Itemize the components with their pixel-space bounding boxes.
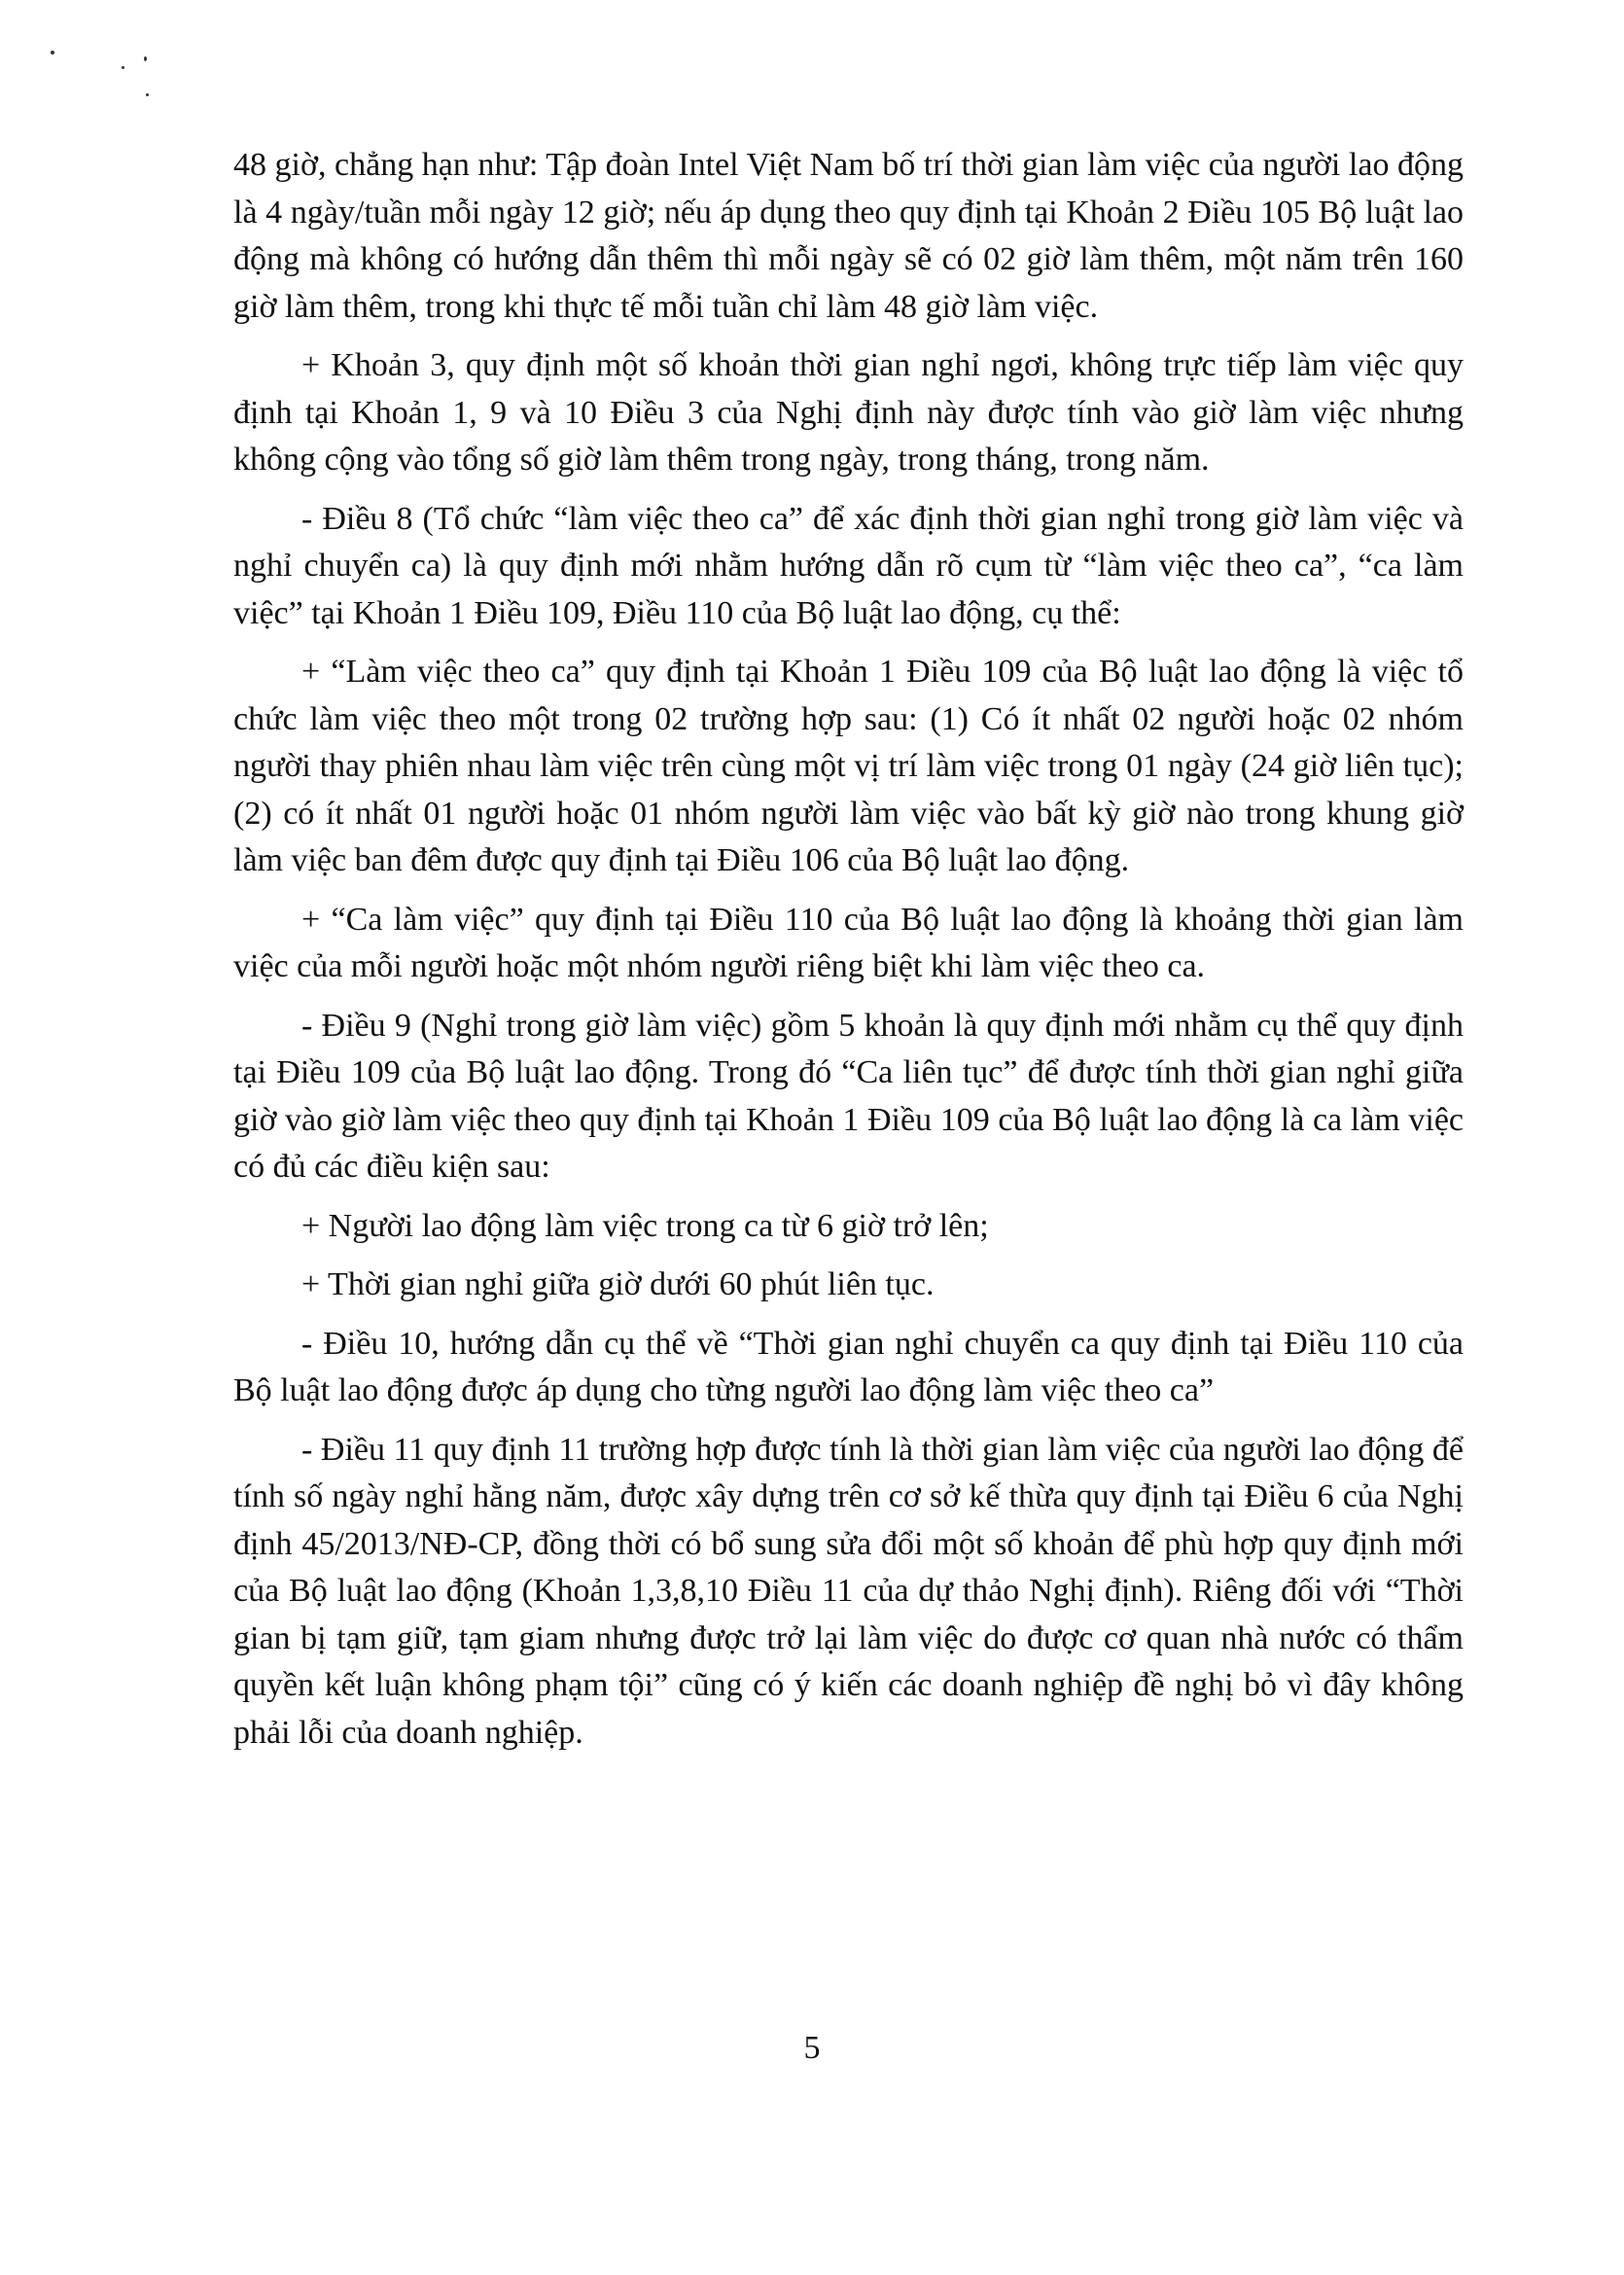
paragraph: + Thời gian nghỉ giữa giờ dưới 60 phút liên tục. bbox=[301, 1266, 935, 1302]
paragraph: + “Ca làm việc” quy định tại Điều 110 của Bộ luật lao động là khoảng thời gian làm việc của mỗi người hoặc một nhóm người riêng biệt khi làm việc theo ca. bbox=[233, 901, 1464, 984]
paragraph: - Điều 8 (Tổ chức “làm việc theo ca” để xác định thời gian nghỉ trong giờ làm việc và nghỉ chuyển ca) là quy định mới nhằm hướng dẫn rõ cụm từ “làm việc theo ca”, “ca làm việc” tại Khoản 1 Điều 109, Điều 110 của Bộ luật lao động, cụ thể: bbox=[233, 500, 1464, 631]
paragraph: + Người lao động làm việc trong ca từ 6 giờ trở lên; bbox=[301, 1207, 989, 1244]
document-body bbox=[233, 142, 1464, 1768]
scan-speck bbox=[51, 51, 54, 54]
paragraph: + “Làm việc theo ca” quy định tại Khoản 1 Điều 109 của Bộ luật lao động là việc tổ chức làm việc theo một trong 02 trường hợp sau: (1) Có ít nhất 02 người hoặc 02 nhóm người thay phiên nhau làm việc trên cùng một vị trí làm việc trong 01 ngày (24 giờ liên tục); (2) có ít nhất 01 người hoặc 01 nhóm người làm việc vào bất kỳ giờ nào trong khung giờ làm việc ban đêm được quy định tại Điều 106 của Bộ luật lao động. bbox=[233, 654, 1464, 878]
paragraph: - Điều 9 (Nghỉ trong giờ làm việc) gồm 5 khoản là quy định mới nhằm cụ thể quy định tại Điều 109 của Bộ luật lao động. Trong đó “Ca liên tục” để được tính thời gian nghỉ giữa giờ vào giờ làm việc theo quy định tại Khoản 1 Điều 109 của Bộ luật lao động là ca làm việc có đủ các điều kiện sau: bbox=[233, 1007, 1464, 1185]
paragraph: - Điều 11 quy định 11 trường hợp được tính là thời gian làm việc của người lao động để tính số ngày nghỉ hằng năm, được xây dựng trên cơ sở kế thừa quy định tại Điều 6 của Nghị định 45/2013/NĐ-CP, đồng thời có bổ sung sửa đổi một số khoản để phù hợp quy định mới của Bộ luật lao động (Khoản 1,3,8,10 Điều 11 của dự thảo Nghị định). Riêng đối với “Thời gian bị tạm giữ, tạm giam nhưng được trở lại làm việc do được cơ quan nhà nước có thẩm quyền kết luận không phạm tội” cũng có ý kiến các doanh nghiệp đề nghị bỏ vì đây không phải lỗi của doanh nghiệp. bbox=[233, 1431, 1464, 1751]
paragraph: - Điều 10, hướng dẫn cụ thể về “Thời gian nghỉ chuyển ca quy định tại Điều 110 của Bộ luật lao động được áp dụng cho từng người lao động làm việc theo ca” bbox=[233, 1325, 1464, 1408]
scan-speck bbox=[146, 93, 149, 96]
scan-speck bbox=[122, 66, 124, 69]
scan-speck bbox=[144, 56, 147, 61]
paragraph: + Khoản 3, quy định một số khoản thời gian nghỉ ngơi, không trực tiếp làm việc quy định tại Khoản 1, 9 và 10 Điều 3 của Nghị định này được tính vào giờ làm việc nhưng không cộng vào tổng số giờ làm thêm trong ngày, trong tháng, trong năm. bbox=[233, 347, 1464, 478]
page-number: 5 bbox=[803, 2030, 821, 2066]
paragraph: 48 giờ, chẳng hạn như: Tập đoàn Intel Việt Nam bố trí thời gian làm việc của người lao động là 4 ngày/tuần mỗi ngày 12 giờ; nếu áp dụng theo quy định tại Khoản 2 Điều 105 Bộ luật lao động mà không có hướng dẫn thêm thì mỗi ngày sẽ có 02 giờ làm thêm, một năm trên 160 giờ làm thêm, trong khi thực tế mỗi tuần chỉ làm 48 giờ làm việc. bbox=[233, 147, 1464, 325]
